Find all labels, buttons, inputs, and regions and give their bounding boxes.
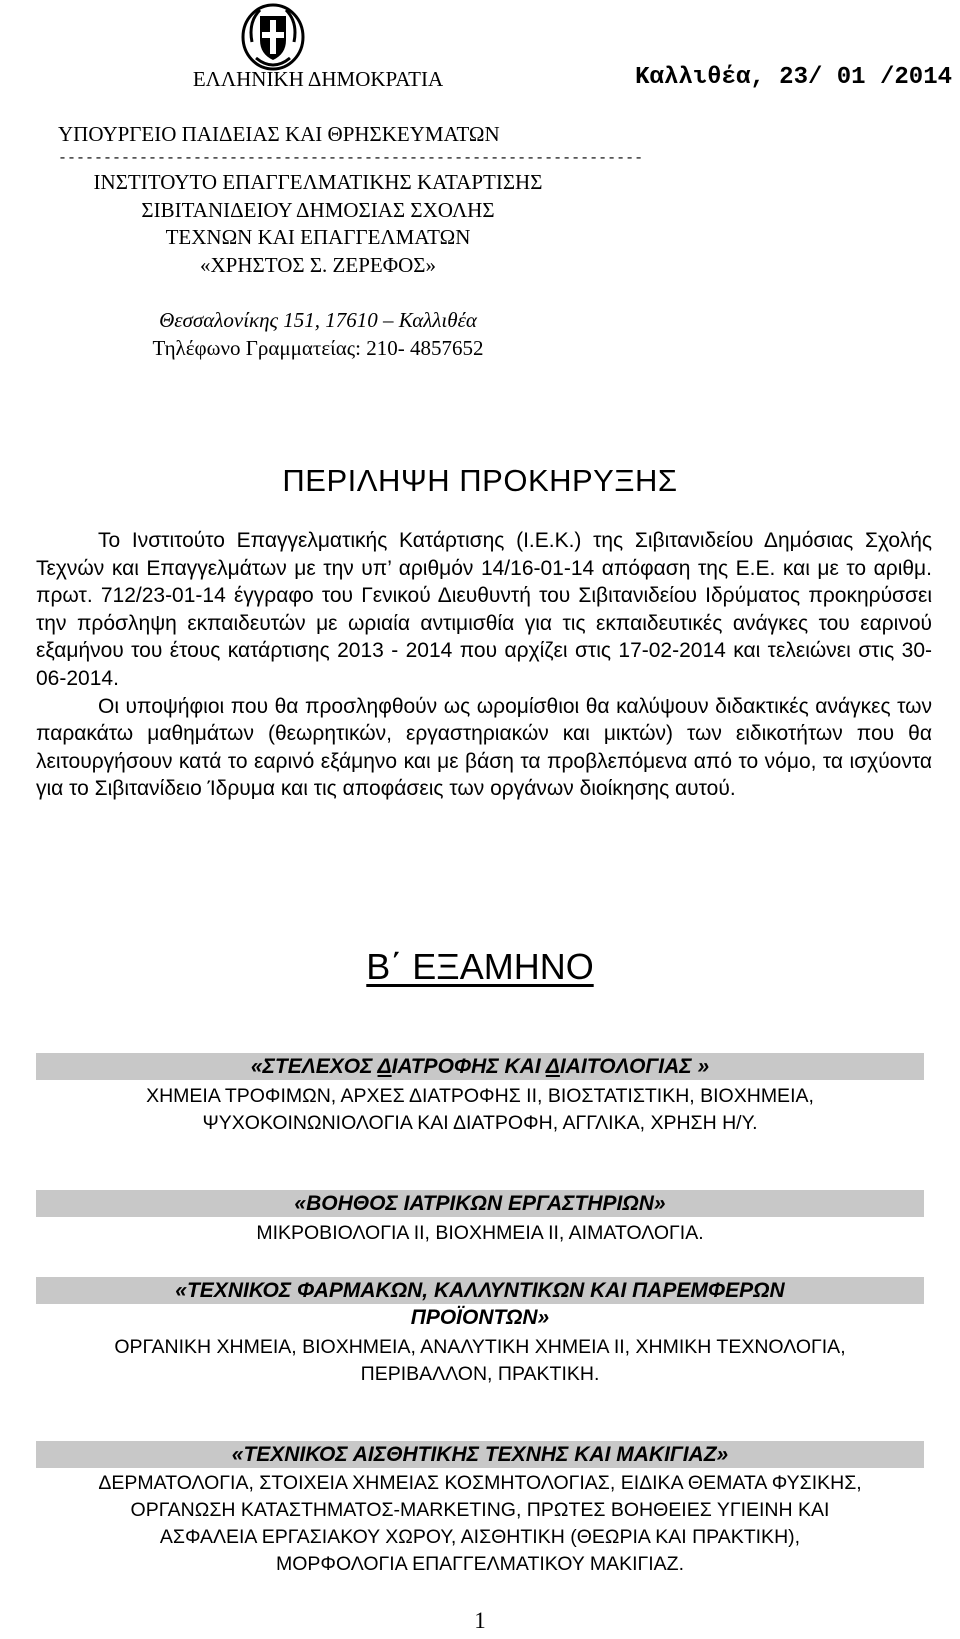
header-divider: ----------------------------------------------------------------- <box>58 150 644 167</box>
address-block <box>58 307 618 362</box>
section-courses-2 <box>20 1220 940 1247</box>
section-title-1: «ΣΤΕΛΕΧΟΣ ΔΙΑΤΡΟΦΗΣ ΚΑΙ ΔΙΑΙΤΟΛΟΓΙΑΣ » <box>250 1055 710 1078</box>
course-line: ΟΡΓΑΝΩΣΗ ΚΑΤΑΣΤΗΜΑΤΟΣ-MARKETING, ΠΡΩΤΕΣ ΒΟΗΘΕΙΕΣ ΥΓΙΕΙΝΗ ΚΑΙ <box>130 1499 830 1521</box>
institute-line-4: «ΧΡΗΣΤΟΣ Σ. ΖΕΡΕΦΟΣ» <box>200 252 436 277</box>
course-line: ΜΟΡΦΟΛΟΓΙΑ ΕΠΑΓΓΕΛΜΑΤΙΚΟΥ ΜΑΚΙΓΙΑΖ. <box>275 1553 684 1575</box>
section-courses-3 <box>20 1334 940 1388</box>
section-courses-1 <box>20 1083 940 1137</box>
ministry-label: ΥΠΟΥΡΓΕΙΟ ΠΑΙΔΕΙΑΣ ΚΑΙ ΘΡΗΣΚΕΥΜΑΤΩΝ <box>58 121 500 146</box>
address-line: Θεσσαλονίκης 151, 17610 – Καλλιθέα <box>159 308 477 332</box>
republic-label: ΕΛΛΗΝΙΚΗ ΔΗΜΟΚΡΑΤΙΑ <box>192 67 444 91</box>
section-title-2: «ΒΟΗΘΟΣ ΙΑΤΡΙΚΩΝ ΕΡΓΑΣΤΗΡΙΩΝ» <box>294 1192 666 1215</box>
section-title-3: «ΤΕΧΝΙΚΟΣ ΦΑΡΜΑΚΩΝ, ΚΑΛΛΥΝΤΙΚΩΝ ΚΑΙ ΠΑΡΕΜΦΕΡΩΝ ΠΡΟΪΟΝΤΩΝ» <box>175 1279 785 1329</box>
summary-title: ΠΕΡΙΛΗΨΗ ΠΡΟΚΗΡΥΞΗΣ <box>282 463 678 498</box>
institute-line-1: ΙΝΣΤΙΤΟΥΤΟ ΕΠΑΓΓΕΛΜΑΤΙΚΗΣ ΚΑΤΑΡΤΙΣΗΣ <box>93 170 543 194</box>
institution-header <box>58 66 644 362</box>
paragraph-1: Το Ινστιτούτο Επαγγελματικής Κατάρτισης (Ι.Ε.Κ.) της Σιβιτανιδείου Δημόσιας Σχολής Τεχνών και Επαγγελμάτων με την υπ’ αριθμόν 14/16-01-14 απόφαση της Ε.Ε. και με το αριθμ. πρωτ. 712/23-01-14 έγγραφο του Γενικού Διευθυντή του Σιβιτανιδείου Ιδρύματος προκηρύσσει την πρόσληψη εκπαιδευτών με ωριαία αντιμισθία για τις εκπαιδευτικές ανάγκες του εαρινού εξαμήνου του έτους κατάρτισης 2013 - 2014 που αρχίζει στις 17-02-2014 και τελειώνει στις 30-06-2014. <box>36 529 932 690</box>
section-title-4: «ΤΕΧΝΙΚΟΣ ΑΙΣΘΗΤΙΚΗΣ ΤΕΧΝΗΣ ΚΑΙ ΜΑΚΙΓΙΑΖ» <box>231 1443 729 1466</box>
phone-line: Τηλέφωνο Γραμματείας: 210- 4857652 <box>152 335 484 360</box>
paragraph-2: Οι υποψήφιοι που θα προσληφθούν ως ωρομίσθιοι θα καλύψουν διδακτικές ανάγκες των παρακάτω μαθημάτων (θεωρητικών, εργαστηριακών και μικτών) των ειδικοτήτων που θα λειτουργήσουν κατά το εαρινό εξάμηνο και με βάση τα προβλεπόμενα από το νόμο, τα ισχύοντα για το Σιβιτανίδειο Ίδρυμα και τις αποφάσεις των οργάνων διοίκησης αυτού. <box>36 694 932 801</box>
section-courses-4 <box>20 1470 940 1578</box>
institute-line-2: ΣΙΒΙΤΑΝΙΔΕΙΟΥ ΔΗΜΟΣΙΑΣ ΣΧΟΛΗΣ <box>141 197 495 222</box>
course-line: ΔΕΡΜΑΤΟΛΟΓΙΑ, ΣΤΟΙΧΕΙΑ ΧΗΜΕΙΑΣ ΚΟΣΜΗΤΟΛΟΓΙΑΣ, ΕΙΔΙΚΑ ΘΕΜΑΤΑ ΦΥΣΙΚΗΣ, <box>98 1472 862 1494</box>
course-line: ΑΣΦΑΛΕΙΑ ΕΡΓΑΣΙΑΚΟΥ ΧΩΡΟΥ, ΑΙΣΘΗΤΙΚΗ (ΘΕΩΡΙΑ ΚΑΙ ΠΡΑΚΤΙΚΗ), <box>159 1526 801 1548</box>
semester-title: Β΄ ΕΞΑΜΗΝΟ <box>366 946 594 987</box>
institute-line-3: ΤΕΧΝΩΝ ΚΑΙ ΕΠΑΓΓΕΛΜΑΤΩΝ <box>165 225 471 249</box>
announcement-body <box>36 527 932 803</box>
course-line: ΜΙΚΡΟΒΙΟΛΟΓΙΑ ΙΙ, ΒΙΟΧΗΜΕΙΑ ΙΙ, ΑΙΜΑΤΟΛΟΓΙΑ. <box>256 1222 704 1244</box>
greek-coat-of-arms-icon <box>238 2 308 72</box>
course-line: ΠΕΡΙΒΑΛΛΟΝ, ΠΡΑΚΤΙΚΗ. <box>360 1363 600 1385</box>
page-number: 1 <box>474 1608 486 1633</box>
document-date: Καλλιθέα, 23/ 01 /2014 <box>635 64 952 91</box>
course-line: ΟΡΓΑΝΙΚΗ ΧΗΜΕΙΑ, ΒΙΟΧΗΜΕΙΑ, ΑΝΑΛΥΤΙΚΗ ΧΗΜΕΙΑ ΙΙ, ΧΗΜΙΚΗ ΤΕΧΝΟΛΟΓΙΑ, <box>114 1336 846 1358</box>
course-line: ΧΗΜΕΙΑ ΤΡΟΦΙΜΩΝ, ΑΡΧΕΣ ΔΙΑΤΡΟΦΗΣ ΙΙ, ΒΙΟΣΤΑΤΙΣΤΙΚΗ, ΒΙΟΧΗΜΕΙΑ, <box>146 1085 814 1107</box>
course-line: ΨΥΧΟΚΟΙΝΩΝΙΟΛΟΓΙΑ ΚΑΙ ΔΙΑΤΡΟΦΗ, ΑΓΓΛΙΚΑ, ΧΡΗΣΗ Η/Υ. <box>202 1112 758 1134</box>
